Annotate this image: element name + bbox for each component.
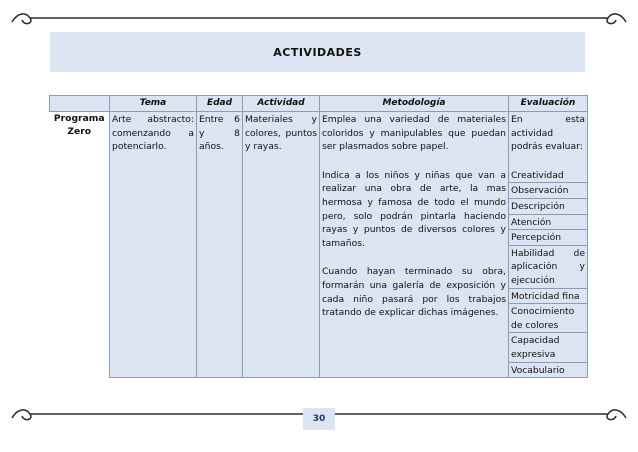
column-header-actividad: Actividad — [243, 96, 320, 112]
evaluacion-item: Descripción — [509, 199, 587, 215]
cell-evaluacion — [509, 112, 588, 378]
evaluacion-item: Creatividad — [509, 168, 587, 184]
page-number-box — [303, 408, 335, 430]
table-header-row — [50, 96, 588, 112]
column-header-edad: Edad — [197, 96, 243, 112]
cell-actividad — [243, 112, 320, 378]
cell-metodologia — [320, 112, 509, 378]
evaluacion-intro: En esta actividad podrás evaluar: — [511, 114, 585, 153]
column-header-metodologia: Metodología — [320, 96, 509, 112]
row-header-programa-zero: Programa Zero — [53, 113, 105, 137]
edad-text: Entre 6 y 8 años. — [199, 114, 240, 153]
metodologia-paragraph-3: Cuando hayan terminado su obra, formarán una galería de exposición y cada niño pasará por los trabajos tratando de explicar dichas imágenes. — [322, 266, 506, 319]
column-header-tema: Tema — [110, 96, 197, 112]
decorative-border-top — [8, 8, 630, 28]
evaluacion-item: Conocimiento de colores — [509, 304, 587, 333]
evaluacion-item: Vocabulario — [509, 363, 587, 378]
activities-table — [49, 95, 588, 378]
header-blank-cell — [50, 96, 110, 112]
metodologia-paragraph-1: Emplea una variedad de materiales coloridos y manipulables que puedan ser plasmados sobre papel. — [322, 114, 506, 153]
evaluacion-item: Capacidad expresiva — [509, 333, 587, 362]
banner-title: ACTIVIDADES — [273, 45, 362, 59]
evaluacion-item: Percepción — [509, 230, 587, 246]
actividad-text: Materiales y colores, puntos y rayas. — [245, 114, 317, 153]
cell-edad — [197, 112, 243, 378]
evaluacion-item: Observación — [509, 183, 587, 199]
column-header-evaluacion: Evaluación — [509, 96, 588, 112]
cell-tema — [110, 112, 197, 378]
tema-text: Arte abstracto: comenzando a potenciarlo. — [112, 114, 194, 153]
page-number: 30 — [312, 414, 326, 424]
evaluacion-item: Habilidad de aplicación y ejecución — [509, 246, 587, 289]
evaluacion-item: Motricidad fina — [509, 289, 587, 305]
table-row — [50, 112, 588, 378]
metodologia-paragraph-2: Indica a los niños y niñas que van a realizar una obra de arte, la mas hermosa y famosa de todo el mundo pero, solo podrán pintarla haciendo rayas y puntos de diversos colores y tamaños. — [322, 169, 506, 249]
activities-banner — [50, 32, 585, 72]
evaluacion-item: Atención — [509, 215, 587, 231]
